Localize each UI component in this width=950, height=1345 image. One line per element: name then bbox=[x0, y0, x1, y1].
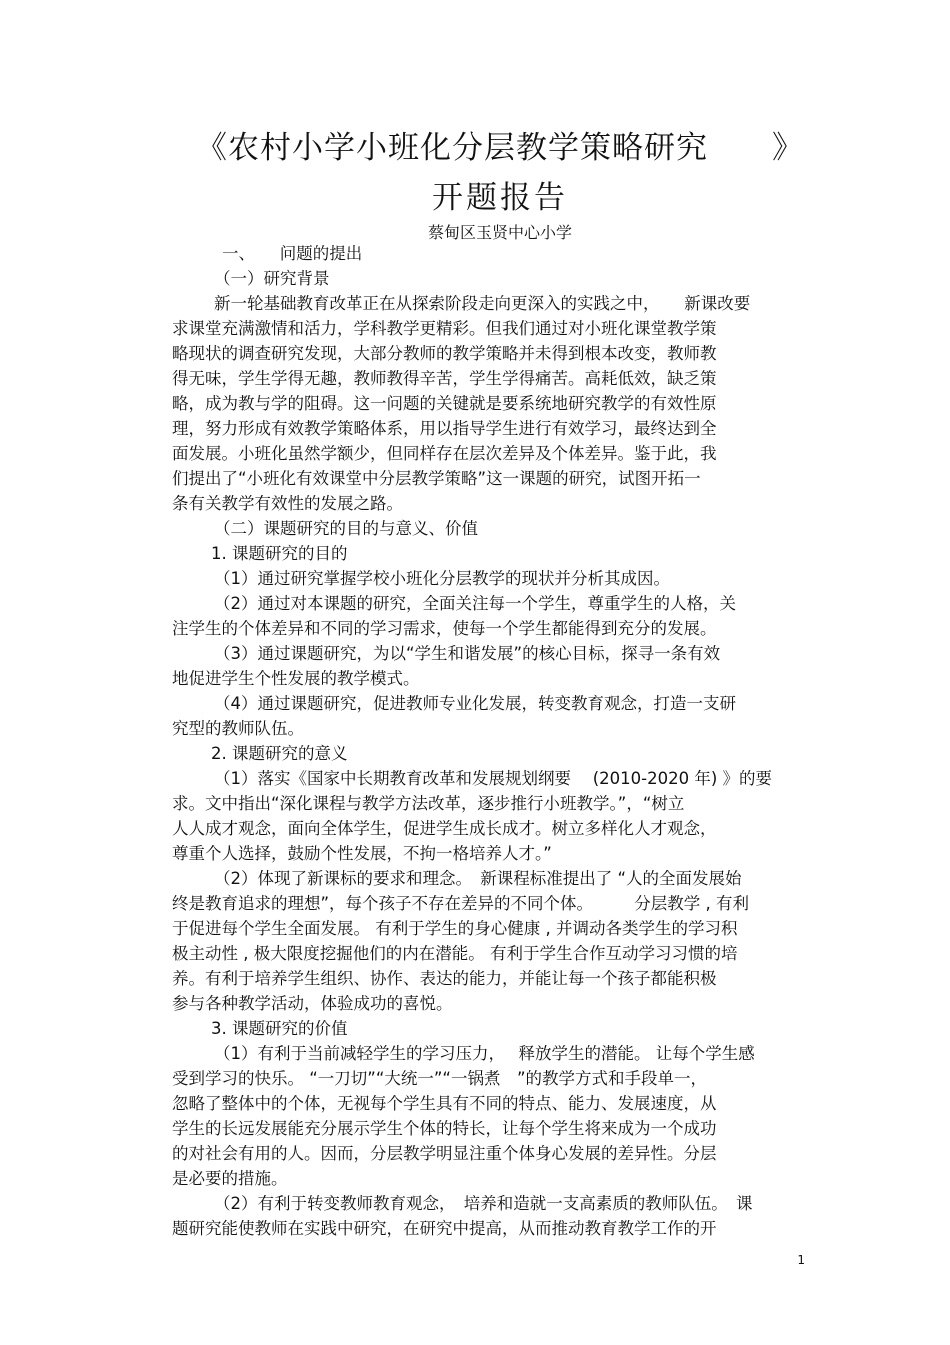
paragraph-line: 新一轮基础教育改革正在从探索阶段走向更深入的实践之中， 新课改要 bbox=[214, 294, 751, 313]
paragraph-line: 理，努力形成有效教学策略体系，用以指导学生进行有效学习，最终达到全 bbox=[172, 419, 717, 438]
paragraph-line: 终是教育追求的理想”，每个孩子不存在差异的不同个体。 分层教学 , 有利 bbox=[172, 894, 750, 913]
paragraph-line: （1）有利于当前减轻学生的学习压力， 释放学生的潜能。 让每个学生感 bbox=[214, 1044, 755, 1063]
paragraph-line: 得无味，学生学得无趣，教师教得辛苦，学生学得痛苦。高耗低效，缺乏策 bbox=[172, 369, 717, 388]
paragraph-line: 参与各种教学活动，体验成功的喜悦。 bbox=[172, 994, 453, 1013]
paragraph-line: 养。有利于培养学生组织、协作、表达的能力，并能让每一个孩子都能积极 bbox=[172, 969, 717, 988]
paragraph-line: 极主动性 , 极大限度挖掘他们的内在潜能。 有利于学生合作互动学习习惯的培 bbox=[172, 944, 738, 963]
paragraph-line: 忽略了整体中的个体，无视每个学生具有不同的特点、能力、发展速度，从 bbox=[172, 1094, 717, 1113]
paragraph-line: 地促进学生个性发展的教学模式。 bbox=[172, 669, 420, 688]
heading-purpose: 1. 课题研究的目的 bbox=[211, 544, 348, 563]
document-title-line-2: 开题报告 bbox=[432, 180, 568, 216]
paragraph-line: 人人成才观念，面向全体学生，促进学生成长成才。树立多样化人才观念， bbox=[172, 819, 717, 838]
heading-significance: 2. 课题研究的意义 bbox=[211, 744, 348, 763]
paragraph-line: （3）通过课题研究，为以“学生和谐发展”的核心目标，探寻一条有效 bbox=[214, 644, 721, 663]
heading-section-1: 一、 问题的提出 bbox=[222, 244, 363, 263]
heading-value: 3. 课题研究的价值 bbox=[211, 1019, 348, 1038]
paragraph-line: （2）体现了新课标的要求和理念。 新课程标准提出了 “人的全面发展始 bbox=[214, 869, 742, 888]
paragraph-line: 条有关教学有效性的发展之路。 bbox=[172, 494, 403, 513]
paragraph-line: （2）有利于转变教师教育观念， 培养和造就一支高素质的教师队伍。 课 bbox=[214, 1194, 753, 1213]
school-name: 蔡甸区玉贤中心小学 bbox=[427, 223, 572, 242]
paragraph-line: 略，成为教与学的阻碍。这一问题的关键就是要系统地研究教学的有效性原 bbox=[172, 394, 717, 413]
paragraph-line: 受到学习的快乐。 “一刀切”“大统一”“一锅煮 ”的教学方式和手段单一， bbox=[172, 1069, 708, 1088]
paragraph-line: 们提出了“小班化有效课堂中分层教学策略”这一课题的研究，试图开拓一 bbox=[172, 469, 701, 488]
paragraph-line: 尊重个人选择，鼓励个性发展，不拘一格培养人才。” bbox=[172, 844, 552, 863]
paragraph-line: 略现状的调查研究发现，大部分教师的教学策略并未得到根本改变，教师教 bbox=[172, 344, 717, 363]
paragraph-line: 题研究能使教师在实践中研究，在研究中提高，从而推动教育教学工作的开 bbox=[172, 1219, 717, 1238]
paragraph-line: 究型的教师队伍。 bbox=[172, 719, 304, 738]
paragraph-line: 注学生的个体差异和不同的学习需求，使每一个学生都能得到充分的发展。 bbox=[172, 619, 717, 638]
document-title-line-1: 《农村小学小班化分层教学策略研究 》 bbox=[196, 130, 804, 166]
paragraph-line: （1）落实《国家中长期教育改革和发展规划纲要 (2010-2020 年) 》的要 bbox=[214, 769, 773, 788]
heading-research-background: （一）研究背景 bbox=[214, 269, 330, 288]
paragraph-line: 是必要的措施。 bbox=[172, 1169, 288, 1188]
paragraph-line: （1）通过研究掌握学校小班化分层教学的现状并分析其成因。 bbox=[214, 569, 670, 588]
paragraph-line: 于促进每个学生全面发展。 有利于学生的身心健康 , 并调动各类学生的学习积 bbox=[172, 919, 738, 938]
heading-purpose-significance: （二）课题研究的目的与意义、价值 bbox=[214, 519, 478, 538]
paragraph-line: 求。文中指出“深化课程与教学方法改革，逐步推行小班教学。”，“树立 bbox=[172, 794, 685, 813]
page-number: 1 bbox=[797, 1253, 805, 1267]
paragraph-line: （4）通过课题研究，促进教师专业化发展，转变教育观念，打造一支研 bbox=[214, 694, 736, 713]
paragraph-line: 求课堂充满激情和活力，学科教学更精彩。但我们通过对小班化课堂教学策 bbox=[172, 319, 717, 338]
paragraph-line: 学生的长远发展能充分展示学生个体的特长，让每个学生将来成为一个成功 bbox=[172, 1119, 717, 1138]
paragraph-line: 的对社会有用的人。因而，分层教学明显注重个体身心发展的差异性。分层 bbox=[172, 1144, 717, 1163]
paragraph-line: 面发展。小班化虽然学额少，但同样存在层次差异及个体差异。鉴于此，我 bbox=[172, 444, 717, 463]
paragraph-line: （2）通过对本课题的研究，全面关注每一个学生，尊重学生的人格，关 bbox=[214, 594, 736, 613]
